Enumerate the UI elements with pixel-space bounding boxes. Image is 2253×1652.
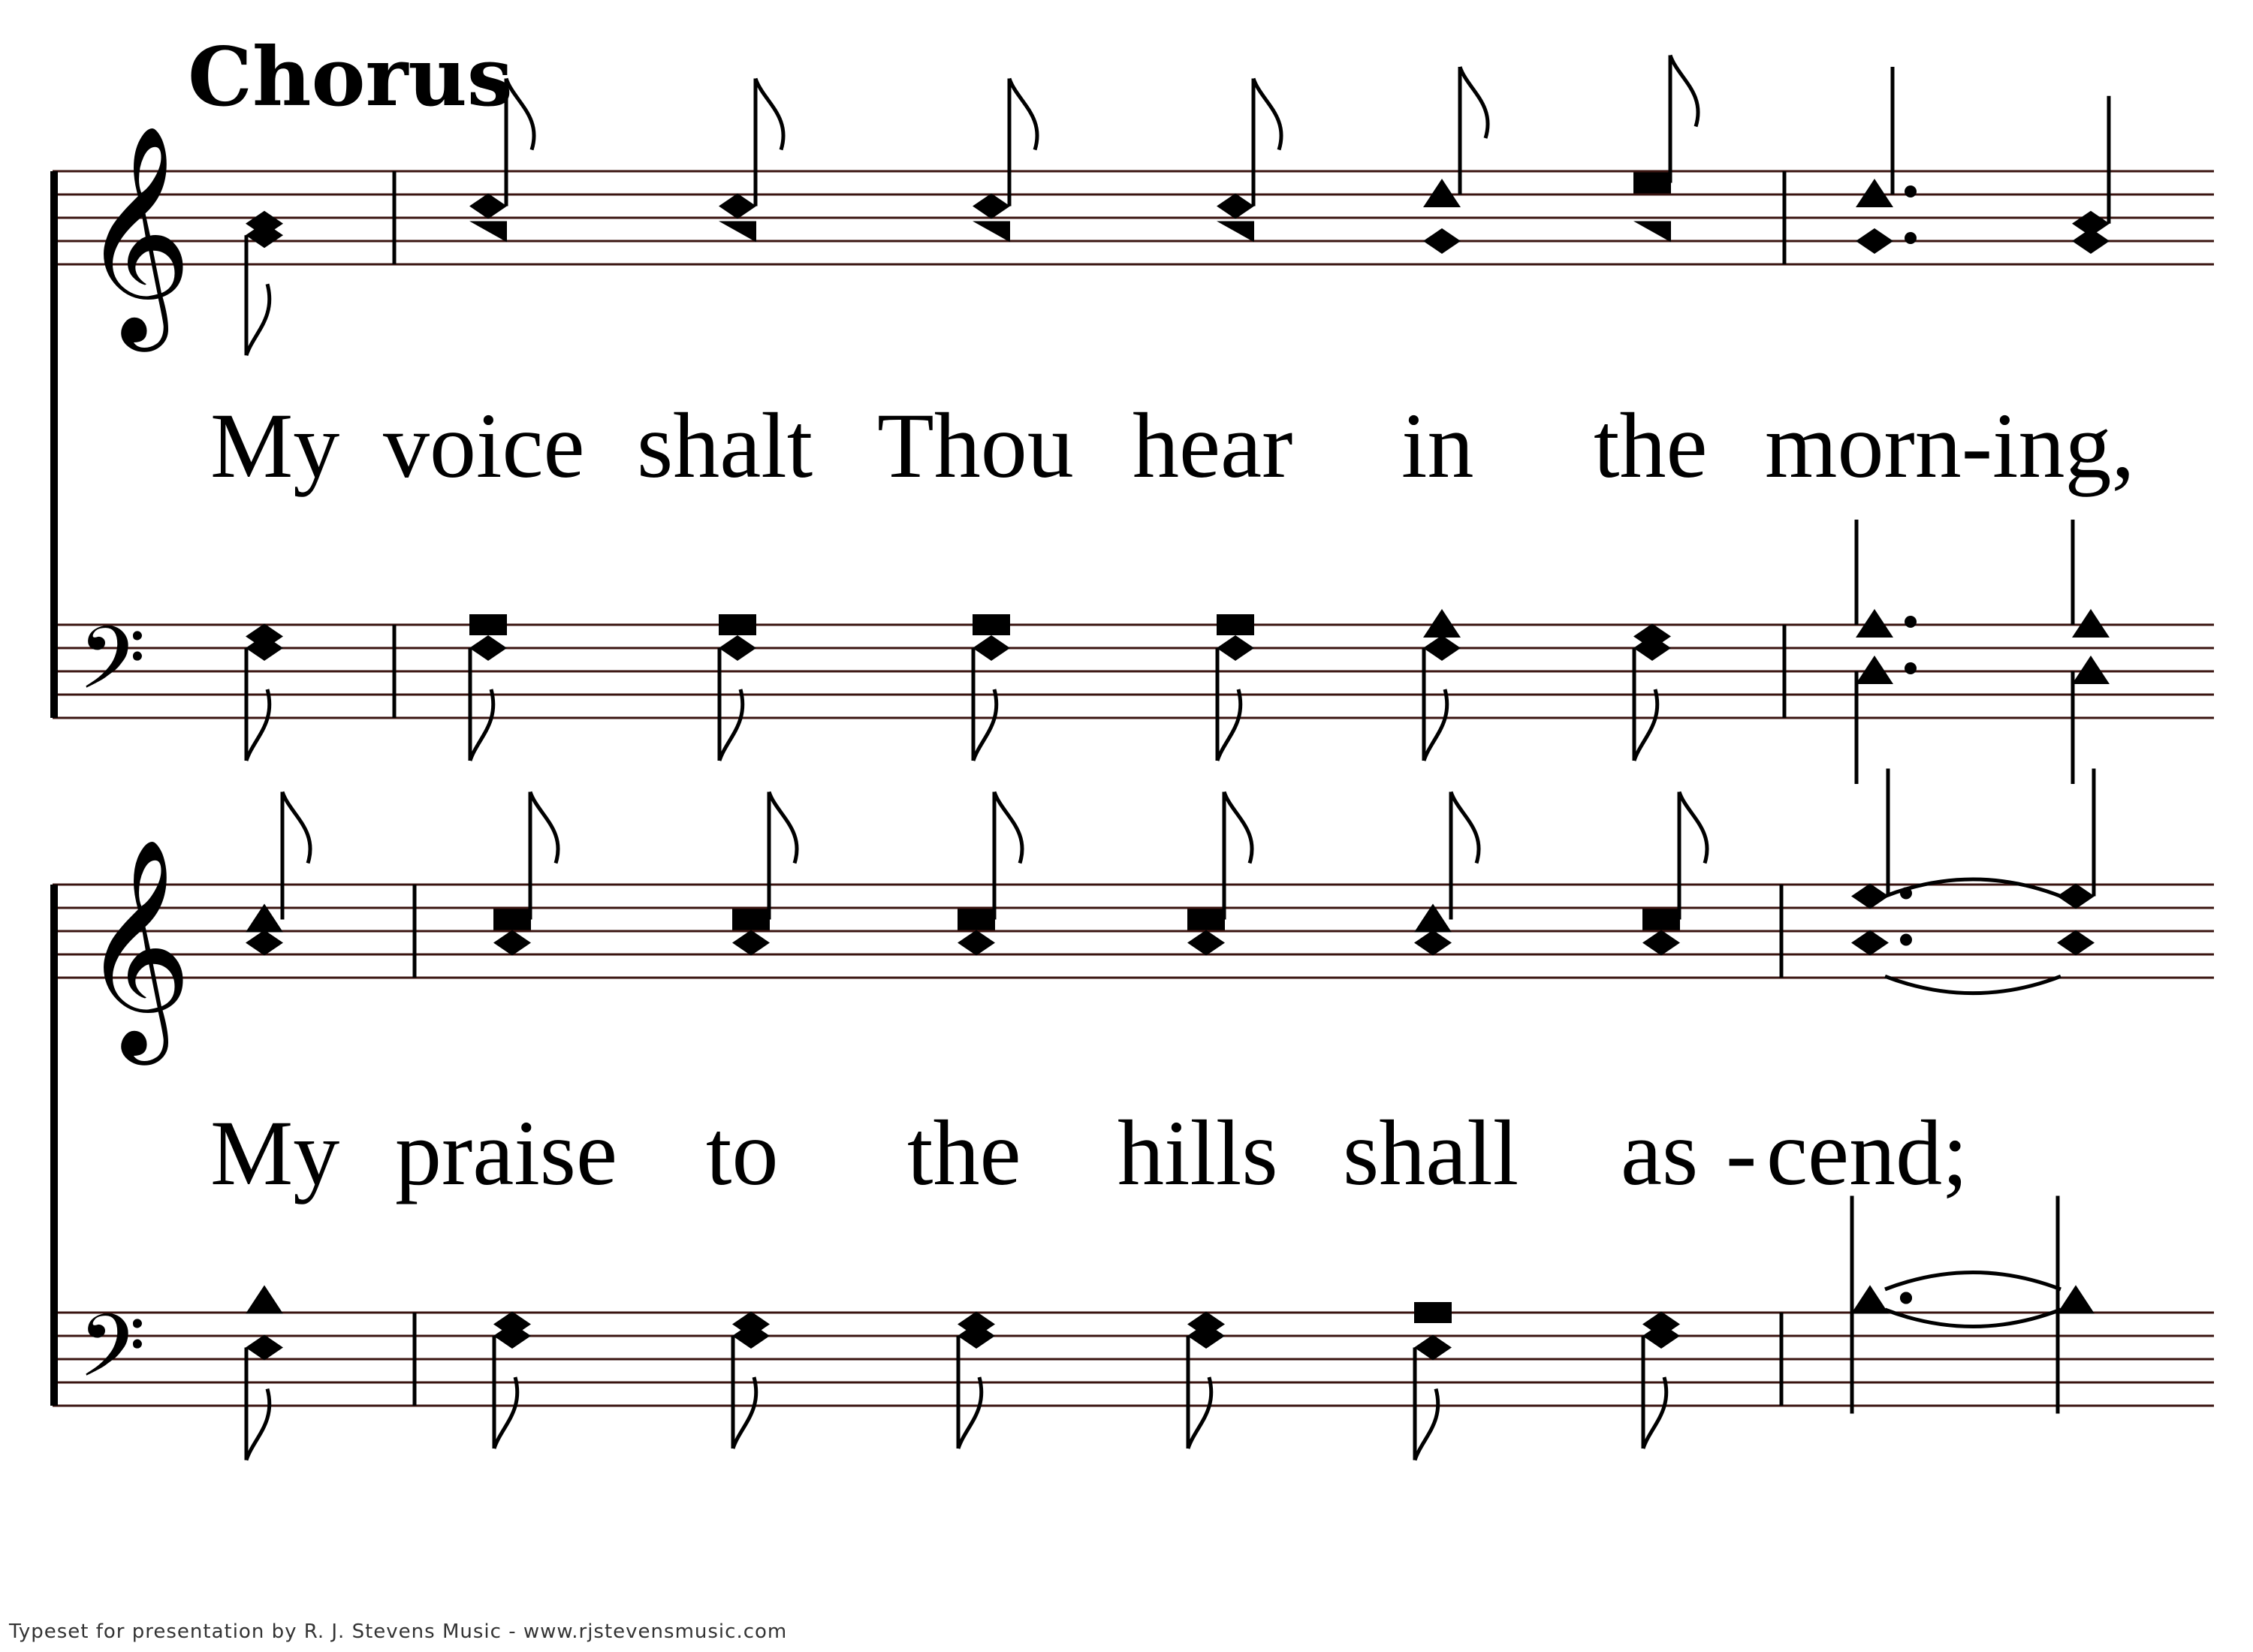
note-head-diamond: [1423, 228, 1461, 254]
note-flag: [756, 79, 783, 150]
note-head: [469, 222, 507, 243]
note-head: [1187, 909, 1225, 930]
note-head-diamond: [246, 1335, 283, 1361]
note-head-diamond: [246, 930, 283, 956]
note-flag: [1415, 1389, 1438, 1461]
note-flag: [1217, 689, 1241, 761]
lyric-word: the: [1594, 394, 1708, 497]
note-head-diamond: [1423, 635, 1461, 661]
lyric-word: to: [706, 1102, 779, 1204]
section-heading: Chorus: [188, 30, 513, 125]
note-head-diamond: [469, 194, 507, 219]
lyric-word: voice: [383, 394, 585, 497]
note-head-diamond: [1414, 1335, 1452, 1361]
note-head-diamond: [1851, 930, 1889, 956]
note-head-triangle: [1423, 609, 1461, 638]
note-head-diamond: [1414, 930, 1452, 956]
lyric-word: the: [907, 1102, 1021, 1204]
note-flag: [1451, 792, 1479, 864]
note-head: [493, 909, 531, 930]
augmentation-dot: [1905, 662, 1917, 674]
lyric-word: My: [210, 394, 340, 497]
note-head: [719, 614, 756, 635]
note-head-diamond: [2057, 930, 2095, 956]
note-head: [958, 909, 995, 930]
note-head-triangle: [1856, 656, 1893, 684]
tie: [1885, 976, 2061, 993]
note-head-triangle: [2072, 656, 2110, 684]
augmentation-dot: [1900, 1292, 1912, 1304]
lyric-word: in: [1401, 394, 1474, 497]
note-head-diamond: [2072, 228, 2110, 254]
note-head: [1642, 909, 1680, 930]
note-head-diamond: [1217, 635, 1254, 661]
note-flag: [1460, 67, 1488, 138]
lyric-word: shall: [1343, 1102, 1519, 1204]
lyric-hyphen: -: [1726, 1102, 1757, 1204]
note-head-diamond: [719, 635, 756, 661]
note-flag: [1009, 79, 1037, 150]
augmentation-dot: [1905, 232, 1917, 244]
note-flag: [1679, 792, 1707, 864]
note-flag: [1224, 792, 1252, 864]
lyric-word: hills: [1117, 1102, 1278, 1204]
note-flag: [769, 792, 797, 864]
note-head-diamond: [1217, 194, 1254, 219]
note-head-diamond: [1851, 884, 1889, 909]
note-head-diamond: [1642, 930, 1680, 956]
lyric-word: Thou: [877, 394, 1074, 497]
note-head-triangle: [246, 1286, 283, 1314]
note-head-diamond: [493, 930, 531, 956]
note-head: [1414, 1302, 1452, 1323]
lyric-word: praise: [395, 1102, 618, 1204]
note-head-triangle: [1423, 179, 1461, 207]
note-flag: [494, 1377, 517, 1449]
note-head: [719, 222, 756, 243]
note-head: [1217, 614, 1254, 635]
note-flag: [1424, 689, 1447, 761]
augmentation-dot: [1905, 616, 1917, 628]
bass-clef-icon: 𝄢: [78, 1296, 146, 1418]
note-head-diamond: [732, 930, 770, 956]
note-head: [469, 614, 507, 635]
bass-clef-icon: 𝄢: [78, 608, 146, 731]
note-head: [973, 614, 1010, 635]
note-head-triangle: [2057, 1286, 2095, 1314]
note-flag: [733, 1377, 756, 1449]
note-head-diamond: [958, 930, 995, 956]
augmentation-dot: [1900, 934, 1912, 946]
note-head-triangle: [1856, 609, 1893, 638]
note-flag: [246, 689, 270, 761]
treble-clef-icon: 𝄞: [81, 123, 192, 342]
note-flag: [1670, 56, 1698, 127]
note-head-diamond: [973, 194, 1010, 219]
note-flag: [246, 284, 270, 355]
note-head-diamond: [719, 194, 756, 219]
note-head: [1633, 173, 1671, 194]
lyric-word: hear: [1133, 394, 1293, 497]
note-head: [1217, 222, 1254, 243]
lyric-word: as: [1621, 1102, 1699, 1204]
treble-clef-icon: 𝄞: [81, 837, 192, 1055]
note-flag: [1188, 1377, 1211, 1449]
note-flag: [958, 1377, 982, 1449]
tie: [1885, 1273, 2061, 1290]
lyric-word: cend;: [1766, 1102, 1968, 1204]
note-flag: [1634, 689, 1657, 761]
note-flag: [470, 689, 493, 761]
lyric-word: My: [210, 1102, 340, 1204]
note-head-triangle: [1851, 1286, 1889, 1314]
note-head: [973, 222, 1010, 243]
note-head-diamond: [973, 635, 1010, 661]
note-flag: [246, 1389, 270, 1461]
note-flag: [1253, 79, 1281, 150]
note-head-diamond: [2057, 884, 2095, 909]
note-head-triangle: [2072, 609, 2110, 638]
augmentation-dot: [1905, 185, 1917, 197]
note-head-diamond: [469, 635, 507, 661]
note-head-diamond: [1856, 228, 1893, 254]
note-flag: [973, 689, 997, 761]
note-head-diamond: [1187, 930, 1225, 956]
footer-credit: Typeset for presentation by R. J. Stevens Music - www.rjstevensmusic.com: [9, 1620, 788, 1643]
lyric-word: shalt: [637, 394, 813, 497]
lyric-word: morn-ing,: [1765, 394, 2135, 497]
note-head: [1633, 222, 1671, 243]
note-flag: [1643, 1377, 1666, 1449]
note-head: [732, 909, 770, 930]
note-flag: [719, 689, 743, 761]
note-flag: [530, 792, 558, 864]
note-head-triangle: [1856, 179, 1893, 207]
note-flag: [282, 792, 310, 864]
note-flag: [994, 792, 1022, 864]
